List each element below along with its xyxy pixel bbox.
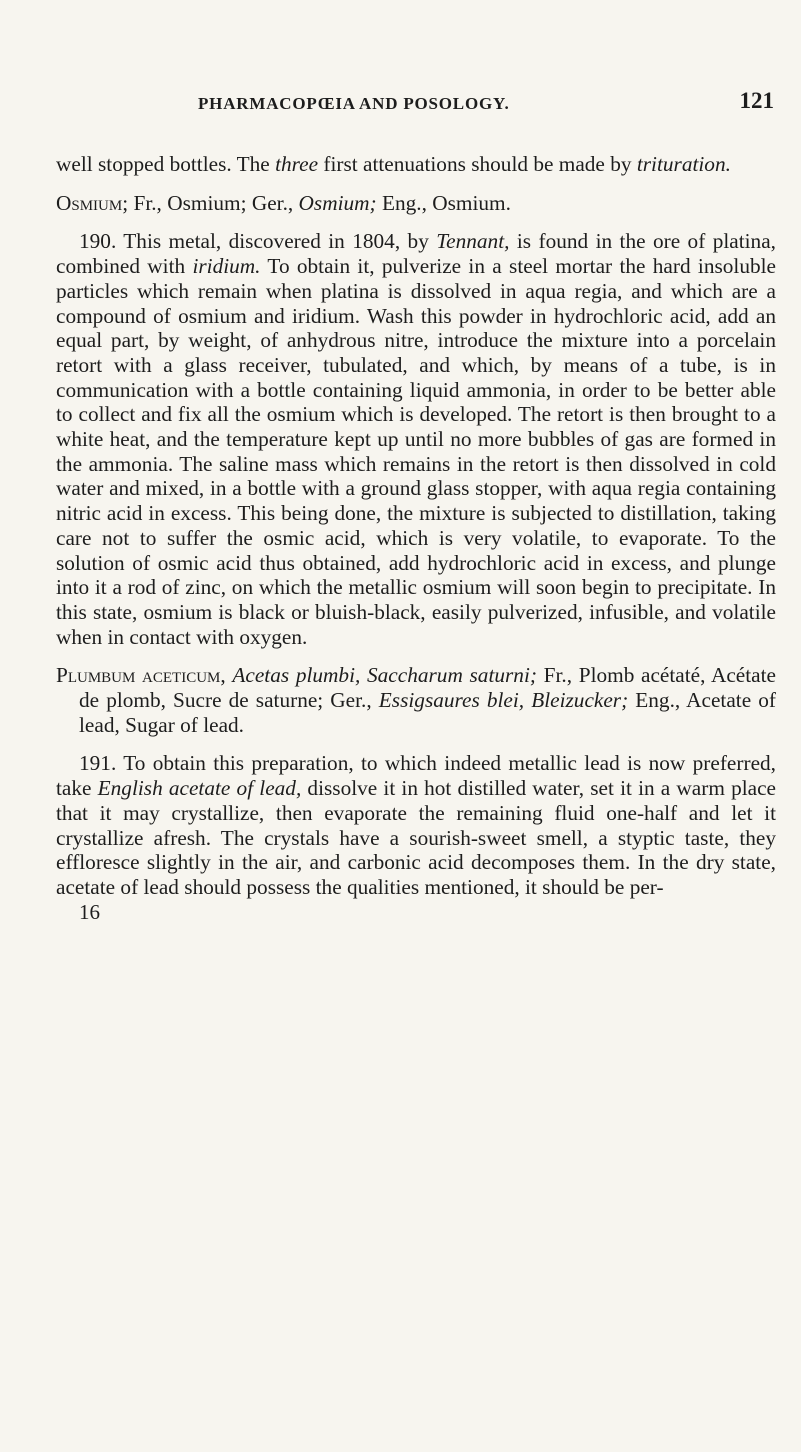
entry-name-plumbum: Plumbum aceticum	[56, 663, 221, 688]
paragraph-continued: well stopped bottles. The three first attenuations should be made by trituration.	[56, 152, 731, 176]
paragraph-191: 191. To obtain this preparation, to which indeed metallic lead is now preferred, take English acetate of lead, dissolve it in hot distilled water, set it in a warm place that it may crystallize, then evaporate the remaining fluid one-half and let it crystallize afresh. The crystals have a sourish-sweet smell, a styptic taste, they effloresce slightly in the air, and carbonic acid decomposes them. In the dry state, acetate of lead should possess the qualities mentioned, it should be per-	[56, 751, 777, 899]
paragraph-190: 190. This metal, discovered in 1804, by Tennant, is found in the ore of platina, combined with iridium. To obtain it, pulverize in a steel mortar the hard insoluble particles which remain when platina is dissolved in aqua regia, and which are a compound of osmium and iridium. Wash this powder in hydrochloric acid, add an equal part, by weight, of anhydrous nitre, introduce the mixture into a porcelain retort with a glass receiver, tubulated, and which, by means of a tube, is in communication with a bottle containing liquid ammonia, in order to be better able to collect and fix all the osmium which is developed. The retort is then brought to a white heat, and the temperature kept up until no more bubbles of gas are formed in the ammonia. The saline mass which remains in the retort is then dissolved in cold water and mixed, in a bottle with a ground glass stopper, with aqua regia containing nitric acid in excess. This being done, the mixture is subjected to distillation, taking care not to suffer the osmic acid, which is very volatile, to evaporate. To the solution of osmic acid thus obtained, add hydrochloric acid in excess, and plunge into it a rod of zinc, on which the metallic osmium will soon begin to precipitate. In this state, osmium is black or bluish-black, easily pulverized, infusible, and volatile when in contact with oxygen.	[56, 229, 776, 649]
book-page	[56, 86, 776, 924]
osmium-entry: Osmium; Fr., Osmium; Ger., Osmium; Eng., Osmium.	[56, 190, 511, 215]
signature-mark: 16	[79, 899, 100, 924]
plumbum-entry: Plumbum aceticum, Acetas plumbi, Saccharum saturni; Fr., Plomb acétaté, Acétate de plomb, Sucre de saturne; Ger., Essigsaures blei, Bleizucker; Eng., Acetate of lead, Sugar of lead.	[56, 663, 776, 737]
running-head: PHARMACOPŒIA AND POSOLOGY.	[198, 94, 510, 113]
page-header	[56, 86, 776, 122]
page-number: 121	[739, 88, 774, 113]
entry-name-osmium: Osmium	[56, 190, 123, 215]
